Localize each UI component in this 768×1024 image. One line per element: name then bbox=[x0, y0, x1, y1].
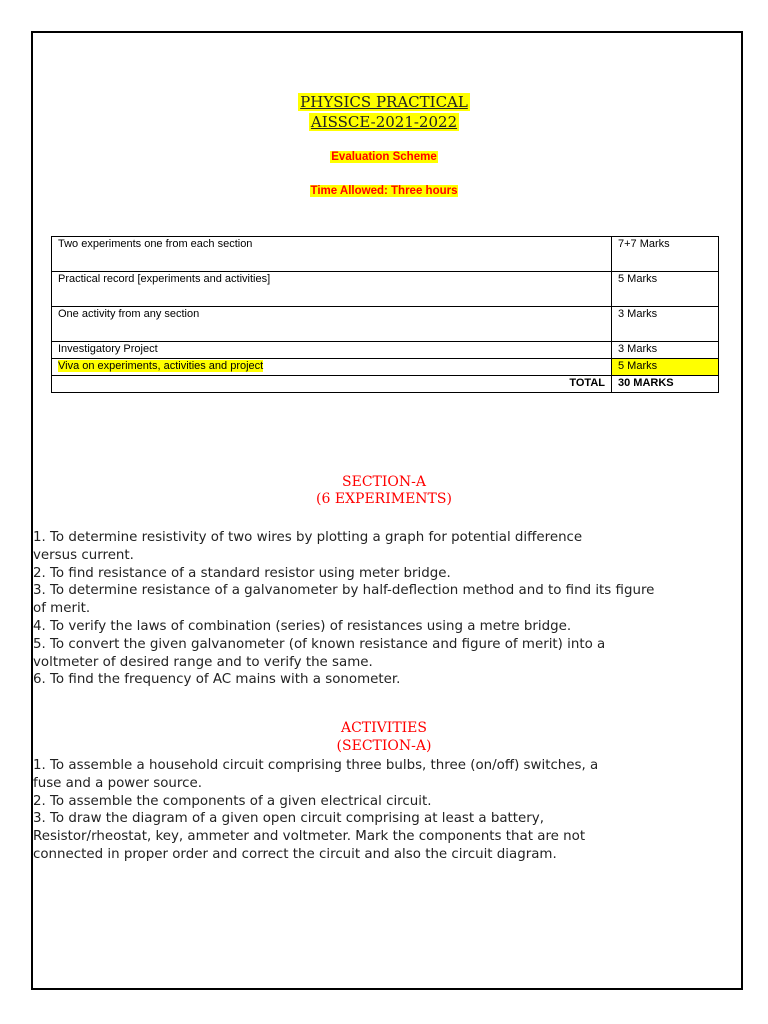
table-cell-item: Practical record [experiments and activities] bbox=[52, 272, 612, 307]
list-item: 4. To verify the laws of combination (series) of resistances using a metre bridge. bbox=[33, 618, 572, 634]
table-row-highlighted bbox=[52, 359, 719, 376]
list-item-continuation: connected in proper order and correct the circuit and also the circuit diagram. bbox=[33, 846, 557, 862]
list-item: 2. To assemble the components of a given electrical circuit. bbox=[33, 793, 432, 809]
list-item: 3. To draw the diagram of a given open circuit comprising at least a battery, bbox=[33, 811, 544, 827]
total-label: TOTAL bbox=[52, 376, 612, 393]
table-cell-item: Investigatory Project bbox=[52, 342, 612, 359]
total-marks: 30 MARKS bbox=[612, 376, 719, 393]
list-item: 6. To find the frequency of AC mains with a sonometer. bbox=[33, 672, 401, 688]
activities-subheading: (SECTION-A) bbox=[336, 738, 432, 754]
section-a-heading: SECTION-A bbox=[342, 474, 426, 490]
list-item: 1. To determine resistivity of two wires by plotting a graph for potential difference bbox=[33, 530, 583, 545]
activities-list bbox=[33, 757, 745, 864]
table-row bbox=[52, 307, 719, 342]
list-item: 1. To assemble a household circuit comprising three bulbs, three (on/off) switches, a bbox=[33, 758, 599, 773]
list-item-continuation: fuse and a power source. bbox=[33, 775, 202, 791]
list-item: 3. To determine resistance of a galvanometer by half-deflection method and to find its figure bbox=[33, 583, 655, 599]
table-cell-item: Two experiments one from each section bbox=[52, 237, 612, 272]
marks-table bbox=[51, 236, 719, 393]
list-item-continuation: versus current. bbox=[33, 547, 134, 563]
document-title-line1: PHYSICS PRACTICAL bbox=[300, 93, 468, 111]
list-item-continuation: voltmeter of desired range and to verify the same. bbox=[33, 654, 373, 670]
section-a-subheading: (6 EXPERIMENTS) bbox=[316, 491, 452, 507]
table-row bbox=[52, 342, 719, 359]
table-cell-marks: 5 Marks bbox=[612, 272, 719, 307]
table-cell-marks: 7+7 Marks bbox=[612, 237, 719, 272]
table-row bbox=[52, 272, 719, 307]
list-item-continuation: Resistor/rheostat, key, ammeter and voltmeter. Mark the components that are not bbox=[33, 829, 586, 845]
table-cell-marks: 3 Marks bbox=[612, 307, 719, 342]
time-allowed-heading: Time Allowed: Three hours bbox=[310, 185, 458, 197]
table-row bbox=[52, 237, 719, 272]
table-cell-marks: 3 Marks bbox=[612, 342, 719, 359]
list-item: 5. To convert the given galvanometer (of known resistance and figure of merit) into a bbox=[33, 636, 606, 652]
table-cell-marks: 5 Marks bbox=[612, 359, 719, 376]
activities-heading: ACTIVITIES bbox=[340, 720, 427, 736]
table-cell-item: One activity from any section bbox=[52, 307, 612, 342]
highlighted-text: Viva on experiments, activities and project bbox=[58, 360, 264, 372]
table-row-total bbox=[52, 376, 719, 393]
experiments-list bbox=[33, 529, 745, 689]
document-title-line2: AISSCE-2021-2022 bbox=[310, 113, 458, 131]
list-item: 2. To find resistance of a standard resistor using meter bridge. bbox=[33, 565, 451, 581]
list-item-continuation: of merit. bbox=[33, 601, 91, 617]
table-cell-item bbox=[52, 359, 612, 376]
evaluation-scheme-heading: Evaluation Scheme bbox=[331, 151, 437, 163]
